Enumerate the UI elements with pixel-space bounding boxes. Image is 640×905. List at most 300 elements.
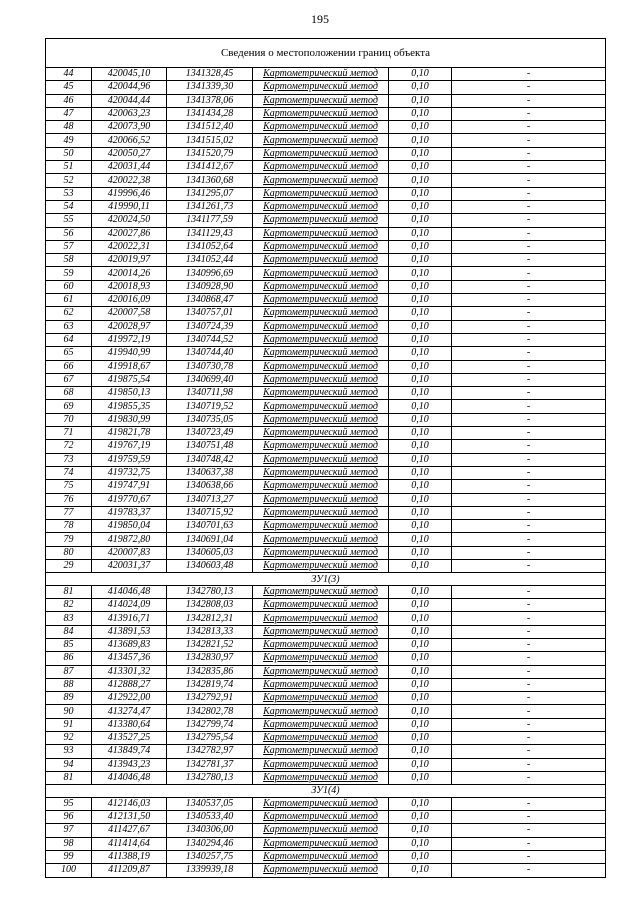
y-coordinate-cell: 1340294,46 xyxy=(167,837,253,850)
method-cell: Картометрический метод xyxy=(253,107,389,120)
section-label: ЗУ1(4) xyxy=(46,785,606,798)
x-coordinate-cell: 413380,64 xyxy=(92,718,167,731)
y-coordinate-cell: 1342808,03 xyxy=(167,599,253,612)
description-cell: - xyxy=(452,81,606,94)
table-row xyxy=(46,254,606,267)
y-coordinate-cell: 1340537,05 xyxy=(167,797,253,810)
table-row xyxy=(46,758,606,771)
method-cell: Картометрический метод xyxy=(253,200,389,213)
description-cell: - xyxy=(452,625,606,638)
accuracy-cell: 0,10 xyxy=(389,373,452,386)
description-cell: - xyxy=(452,745,606,758)
page-number: 195 xyxy=(311,12,329,26)
method-cell: Картометрический метод xyxy=(253,387,389,400)
y-coordinate-cell: 1340533,40 xyxy=(167,811,253,824)
accuracy-cell: 0,10 xyxy=(389,267,452,280)
table-row xyxy=(46,187,606,200)
x-coordinate-cell: 419830,99 xyxy=(92,413,167,426)
description-cell: - xyxy=(452,227,606,240)
x-coordinate-cell: 420031,44 xyxy=(92,161,167,174)
method-cell: Картометрический метод xyxy=(253,453,389,466)
x-coordinate-cell: 419732,75 xyxy=(92,466,167,479)
y-coordinate-cell: 1340605,03 xyxy=(167,546,253,559)
accuracy-cell: 0,10 xyxy=(389,360,452,373)
table-row xyxy=(46,692,606,705)
table-row xyxy=(46,771,606,784)
description-cell: - xyxy=(452,134,606,147)
table-row xyxy=(46,837,606,850)
method-cell: Картометрический метод xyxy=(253,373,389,386)
boundary-coordinates-table xyxy=(45,38,606,878)
method-cell: Картометрический метод xyxy=(253,718,389,731)
table-body xyxy=(46,39,606,878)
point-number-cell: 77 xyxy=(46,506,92,519)
table-row xyxy=(46,307,606,320)
point-number-cell: 83 xyxy=(46,612,92,625)
method-cell: Картометрический метод xyxy=(253,850,389,863)
accuracy-cell: 0,10 xyxy=(389,134,452,147)
description-cell: - xyxy=(452,797,606,810)
y-coordinate-cell: 1342780,13 xyxy=(167,585,253,598)
description-cell: - xyxy=(452,824,606,837)
point-number-cell: 51 xyxy=(46,161,92,174)
description-cell: - xyxy=(452,665,606,678)
x-coordinate-cell: 420044,44 xyxy=(92,94,167,107)
table-row xyxy=(46,320,606,333)
table-row xyxy=(46,506,606,519)
x-coordinate-cell: 413943,23 xyxy=(92,758,167,771)
method-cell: Картометрический метод xyxy=(253,705,389,718)
table-row xyxy=(46,864,606,877)
point-number-cell: 76 xyxy=(46,493,92,506)
method-cell: Картометрический метод xyxy=(253,612,389,625)
accuracy-cell: 0,10 xyxy=(389,121,452,134)
point-number-cell: 44 xyxy=(46,68,92,81)
x-coordinate-cell: 413689,83 xyxy=(92,638,167,651)
description-cell: - xyxy=(452,254,606,267)
method-cell: Картометрический метод xyxy=(253,227,389,240)
x-coordinate-cell: 420007,58 xyxy=(92,307,167,320)
table-row xyxy=(46,387,606,400)
y-coordinate-cell: 1342792,91 xyxy=(167,692,253,705)
accuracy-cell: 0,10 xyxy=(389,678,452,691)
table-row xyxy=(46,638,606,651)
section-label: ЗУ1(3) xyxy=(46,573,606,586)
y-coordinate-cell: 1341520,79 xyxy=(167,147,253,160)
accuracy-cell: 0,10 xyxy=(389,493,452,506)
method-cell: Картометрический метод xyxy=(253,559,389,572)
table-row xyxy=(46,400,606,413)
y-coordinate-cell: 1340691,04 xyxy=(167,533,253,546)
method-cell: Картометрический метод xyxy=(253,732,389,745)
accuracy-cell: 0,10 xyxy=(389,161,452,174)
x-coordinate-cell: 414024,09 xyxy=(92,599,167,612)
point-number-cell: 57 xyxy=(46,240,92,253)
y-coordinate-cell: 1342799,74 xyxy=(167,718,253,731)
y-coordinate-cell: 1341328,45 xyxy=(167,68,253,81)
point-number-cell: 50 xyxy=(46,147,92,160)
section-row xyxy=(46,573,606,586)
table-row xyxy=(46,732,606,745)
table-row xyxy=(46,440,606,453)
point-number-cell: 61 xyxy=(46,294,92,307)
accuracy-cell: 0,10 xyxy=(389,652,452,665)
point-number-cell: 96 xyxy=(46,811,92,824)
description-cell: - xyxy=(452,94,606,107)
y-coordinate-cell: 1341052,64 xyxy=(167,240,253,253)
table-row xyxy=(46,68,606,81)
point-number-cell: 58 xyxy=(46,254,92,267)
table-row xyxy=(46,678,606,691)
y-coordinate-cell: 1341339,30 xyxy=(167,81,253,94)
y-coordinate-cell: 1340928,90 xyxy=(167,280,253,293)
method-cell: Картометрический метод xyxy=(253,797,389,810)
table-row xyxy=(46,200,606,213)
description-cell: - xyxy=(452,453,606,466)
description-cell: - xyxy=(452,546,606,559)
y-coordinate-cell: 1341177,59 xyxy=(167,214,253,227)
x-coordinate-cell: 420014,26 xyxy=(92,267,167,280)
accuracy-cell: 0,10 xyxy=(389,320,452,333)
y-coordinate-cell: 1342813,33 xyxy=(167,625,253,638)
x-coordinate-cell: 420007,83 xyxy=(92,546,167,559)
x-coordinate-cell: 411388,19 xyxy=(92,850,167,863)
accuracy-cell: 0,10 xyxy=(389,638,452,651)
description-cell: - xyxy=(452,68,606,81)
boundary-table-container xyxy=(45,38,605,878)
table-row xyxy=(46,546,606,559)
table-row xyxy=(46,227,606,240)
method-cell: Картометрический метод xyxy=(253,599,389,612)
point-number-cell: 86 xyxy=(46,652,92,665)
accuracy-cell: 0,10 xyxy=(389,240,452,253)
accuracy-cell: 0,10 xyxy=(389,705,452,718)
y-coordinate-cell: 1341515,02 xyxy=(167,134,253,147)
x-coordinate-cell: 419770,67 xyxy=(92,493,167,506)
method-cell: Картометрический метод xyxy=(253,294,389,307)
y-coordinate-cell: 1342812,31 xyxy=(167,612,253,625)
accuracy-cell: 0,10 xyxy=(389,533,452,546)
point-number-cell: 29 xyxy=(46,559,92,572)
method-cell: Картометрический метод xyxy=(253,652,389,665)
description-cell: - xyxy=(452,400,606,413)
accuracy-cell: 0,10 xyxy=(389,227,452,240)
accuracy-cell: 0,10 xyxy=(389,427,452,440)
point-number-cell: 91 xyxy=(46,718,92,731)
description-cell: - xyxy=(452,638,606,651)
x-coordinate-cell: 411209,87 xyxy=(92,864,167,877)
accuracy-cell: 0,10 xyxy=(389,333,452,346)
x-coordinate-cell: 414046,48 xyxy=(92,585,167,598)
table-row xyxy=(46,427,606,440)
y-coordinate-cell: 1340868,47 xyxy=(167,294,253,307)
y-coordinate-cell: 1340699,40 xyxy=(167,373,253,386)
point-number-cell: 78 xyxy=(46,520,92,533)
point-number-cell: 53 xyxy=(46,187,92,200)
y-coordinate-cell: 1340724,39 xyxy=(167,320,253,333)
y-coordinate-cell: 1342781,37 xyxy=(167,758,253,771)
table-row xyxy=(46,267,606,280)
accuracy-cell: 0,10 xyxy=(389,506,452,519)
description-cell: - xyxy=(452,107,606,120)
method-cell: Картометрический метод xyxy=(253,533,389,546)
y-coordinate-cell: 1342782,97 xyxy=(167,745,253,758)
method-cell: Картометрический метод xyxy=(253,758,389,771)
accuracy-cell: 0,10 xyxy=(389,280,452,293)
y-coordinate-cell: 1340748,42 xyxy=(167,453,253,466)
table-row xyxy=(46,466,606,479)
accuracy-cell: 0,10 xyxy=(389,811,452,824)
point-number-cell: 89 xyxy=(46,692,92,705)
method-cell: Картометрический метод xyxy=(253,837,389,850)
point-number-cell: 62 xyxy=(46,307,92,320)
x-coordinate-cell: 414046,48 xyxy=(92,771,167,784)
method-cell: Картометрический метод xyxy=(253,147,389,160)
point-number-cell: 65 xyxy=(46,347,92,360)
y-coordinate-cell: 1341360,68 xyxy=(167,174,253,187)
method-cell: Картометрический метод xyxy=(253,68,389,81)
x-coordinate-cell: 420066,52 xyxy=(92,134,167,147)
point-number-cell: 67 xyxy=(46,373,92,386)
x-coordinate-cell: 420063,23 xyxy=(92,107,167,120)
method-cell: Картометрический метод xyxy=(253,360,389,373)
point-number-cell: 47 xyxy=(46,107,92,120)
point-number-cell: 73 xyxy=(46,453,92,466)
accuracy-cell: 0,10 xyxy=(389,758,452,771)
description-cell: - xyxy=(452,758,606,771)
x-coordinate-cell: 411427,67 xyxy=(92,824,167,837)
x-coordinate-cell: 420028,97 xyxy=(92,320,167,333)
method-cell: Картометрический метод xyxy=(253,440,389,453)
table-row xyxy=(46,612,606,625)
y-coordinate-cell: 1341052,44 xyxy=(167,254,253,267)
description-cell: - xyxy=(452,373,606,386)
x-coordinate-cell: 419918,67 xyxy=(92,360,167,373)
table-row xyxy=(46,850,606,863)
accuracy-cell: 0,10 xyxy=(389,850,452,863)
description-cell: - xyxy=(452,147,606,160)
point-number-cell: 87 xyxy=(46,665,92,678)
method-cell: Картометрический метод xyxy=(253,811,389,824)
method-cell: Картометрический метод xyxy=(253,81,389,94)
description-cell: - xyxy=(452,360,606,373)
point-number-cell: 81 xyxy=(46,585,92,598)
accuracy-cell: 0,10 xyxy=(389,864,452,877)
table-row xyxy=(46,533,606,546)
x-coordinate-cell: 419747,91 xyxy=(92,480,167,493)
table-row xyxy=(46,94,606,107)
description-cell: - xyxy=(452,200,606,213)
point-number-cell: 85 xyxy=(46,638,92,651)
section-row xyxy=(46,785,606,798)
description-cell: - xyxy=(452,705,606,718)
description-cell: - xyxy=(452,174,606,187)
accuracy-cell: 0,10 xyxy=(389,94,452,107)
x-coordinate-cell: 419821,78 xyxy=(92,427,167,440)
method-cell: Картометрический метод xyxy=(253,771,389,784)
accuracy-cell: 0,10 xyxy=(389,466,452,479)
x-coordinate-cell: 412888,27 xyxy=(92,678,167,691)
point-number-cell: 100 xyxy=(46,864,92,877)
y-coordinate-cell: 1341378,06 xyxy=(167,94,253,107)
method-cell: Картометрический метод xyxy=(253,161,389,174)
table-row xyxy=(46,214,606,227)
y-coordinate-cell: 1340744,52 xyxy=(167,333,253,346)
x-coordinate-cell: 413457,36 xyxy=(92,652,167,665)
x-coordinate-cell: 420044,96 xyxy=(92,81,167,94)
point-number-cell: 49 xyxy=(46,134,92,147)
point-number-cell: 60 xyxy=(46,280,92,293)
description-cell: - xyxy=(452,533,606,546)
point-number-cell: 99 xyxy=(46,850,92,863)
accuracy-cell: 0,10 xyxy=(389,599,452,612)
table-row xyxy=(46,520,606,533)
table-row xyxy=(46,559,606,572)
method-cell: Картометрический метод xyxy=(253,134,389,147)
method-cell: Картометрический метод xyxy=(253,94,389,107)
y-coordinate-cell: 1342821,52 xyxy=(167,638,253,651)
point-number-cell: 84 xyxy=(46,625,92,638)
table-row xyxy=(46,81,606,94)
y-coordinate-cell: 1340257,75 xyxy=(167,850,253,863)
point-number-cell: 88 xyxy=(46,678,92,691)
description-cell: - xyxy=(452,294,606,307)
accuracy-cell: 0,10 xyxy=(389,453,452,466)
y-coordinate-cell: 1342780,13 xyxy=(167,771,253,784)
x-coordinate-cell: 412146,03 xyxy=(92,797,167,810)
point-number-cell: 81 xyxy=(46,771,92,784)
x-coordinate-cell: 419972,19 xyxy=(92,333,167,346)
x-coordinate-cell: 420018,93 xyxy=(92,280,167,293)
y-coordinate-cell: 1341512,40 xyxy=(167,121,253,134)
y-coordinate-cell: 1340711,98 xyxy=(167,387,253,400)
point-number-cell: 48 xyxy=(46,121,92,134)
point-number-cell: 79 xyxy=(46,533,92,546)
point-number-cell: 97 xyxy=(46,824,92,837)
description-cell: - xyxy=(452,506,606,519)
y-coordinate-cell: 1340723,49 xyxy=(167,427,253,440)
x-coordinate-cell: 420019,97 xyxy=(92,254,167,267)
table-row xyxy=(46,480,606,493)
point-number-cell: 54 xyxy=(46,200,92,213)
accuracy-cell: 0,10 xyxy=(389,294,452,307)
description-cell: - xyxy=(452,466,606,479)
description-cell: - xyxy=(452,718,606,731)
y-coordinate-cell: 1340735,05 xyxy=(167,413,253,426)
x-coordinate-cell: 413891,53 xyxy=(92,625,167,638)
y-coordinate-cell: 1341295,07 xyxy=(167,187,253,200)
description-cell: - xyxy=(452,280,606,293)
table-row xyxy=(46,134,606,147)
point-number-cell: 92 xyxy=(46,732,92,745)
point-number-cell: 98 xyxy=(46,837,92,850)
x-coordinate-cell: 419872,80 xyxy=(92,533,167,546)
description-cell: - xyxy=(452,387,606,400)
method-cell: Картометрический метод xyxy=(253,745,389,758)
y-coordinate-cell: 1341129,43 xyxy=(167,227,253,240)
accuracy-cell: 0,10 xyxy=(389,824,452,837)
method-cell: Картометрический метод xyxy=(253,493,389,506)
y-coordinate-cell: 1340744,40 xyxy=(167,347,253,360)
accuracy-cell: 0,10 xyxy=(389,200,452,213)
point-number-cell: 66 xyxy=(46,360,92,373)
accuracy-cell: 0,10 xyxy=(389,347,452,360)
x-coordinate-cell: 419850,13 xyxy=(92,387,167,400)
x-coordinate-cell: 420073,90 xyxy=(92,121,167,134)
table-row xyxy=(46,797,606,810)
table-row xyxy=(46,453,606,466)
accuracy-cell: 0,10 xyxy=(389,147,452,160)
method-cell: Картометрический метод xyxy=(253,824,389,837)
accuracy-cell: 0,10 xyxy=(389,187,452,200)
y-coordinate-cell: 1341412,67 xyxy=(167,161,253,174)
description-cell: - xyxy=(452,320,606,333)
table-row xyxy=(46,107,606,120)
y-coordinate-cell: 1341261,73 xyxy=(167,200,253,213)
method-cell: Картометрический метод xyxy=(253,678,389,691)
x-coordinate-cell: 411414,64 xyxy=(92,837,167,850)
description-cell: - xyxy=(452,771,606,784)
description-cell: - xyxy=(452,493,606,506)
point-number-cell: 45 xyxy=(46,81,92,94)
x-coordinate-cell: 419996,46 xyxy=(92,187,167,200)
y-coordinate-cell: 1340701,63 xyxy=(167,520,253,533)
table-title: Сведения о местоположении границ объекта xyxy=(46,39,606,68)
table-row xyxy=(46,413,606,426)
y-coordinate-cell: 1342802,78 xyxy=(167,705,253,718)
description-cell: - xyxy=(452,850,606,863)
method-cell: Картометрический метод xyxy=(253,506,389,519)
point-number-cell: 64 xyxy=(46,333,92,346)
description-cell: - xyxy=(452,427,606,440)
method-cell: Картометрический метод xyxy=(253,427,389,440)
method-cell: Картометрический метод xyxy=(253,466,389,479)
description-cell: - xyxy=(452,559,606,572)
x-coordinate-cell: 413916,71 xyxy=(92,612,167,625)
point-number-cell: 82 xyxy=(46,599,92,612)
table-row xyxy=(46,718,606,731)
y-coordinate-cell: 1340637,38 xyxy=(167,466,253,479)
table-row xyxy=(46,161,606,174)
description-cell: - xyxy=(452,333,606,346)
accuracy-cell: 0,10 xyxy=(389,480,452,493)
accuracy-cell: 0,10 xyxy=(389,585,452,598)
point-number-cell: 68 xyxy=(46,387,92,400)
point-number-cell: 90 xyxy=(46,705,92,718)
description-cell: - xyxy=(452,837,606,850)
y-coordinate-cell: 1340751,48 xyxy=(167,440,253,453)
accuracy-cell: 0,10 xyxy=(389,68,452,81)
y-coordinate-cell: 1341434,28 xyxy=(167,107,253,120)
table-row xyxy=(46,652,606,665)
method-cell: Картометрический метод xyxy=(253,333,389,346)
description-cell: - xyxy=(452,267,606,280)
accuracy-cell: 0,10 xyxy=(389,797,452,810)
table-row xyxy=(46,811,606,824)
method-cell: Картометрический метод xyxy=(253,254,389,267)
method-cell: Картометрический метод xyxy=(253,638,389,651)
point-number-cell: 80 xyxy=(46,546,92,559)
y-coordinate-cell: 1342830,97 xyxy=(167,652,253,665)
y-coordinate-cell: 1340603,48 xyxy=(167,559,253,572)
point-number-cell: 55 xyxy=(46,214,92,227)
accuracy-cell: 0,10 xyxy=(389,107,452,120)
accuracy-cell: 0,10 xyxy=(389,400,452,413)
accuracy-cell: 0,10 xyxy=(389,692,452,705)
table-header-row xyxy=(46,39,606,68)
point-number-cell: 56 xyxy=(46,227,92,240)
accuracy-cell: 0,10 xyxy=(389,718,452,731)
